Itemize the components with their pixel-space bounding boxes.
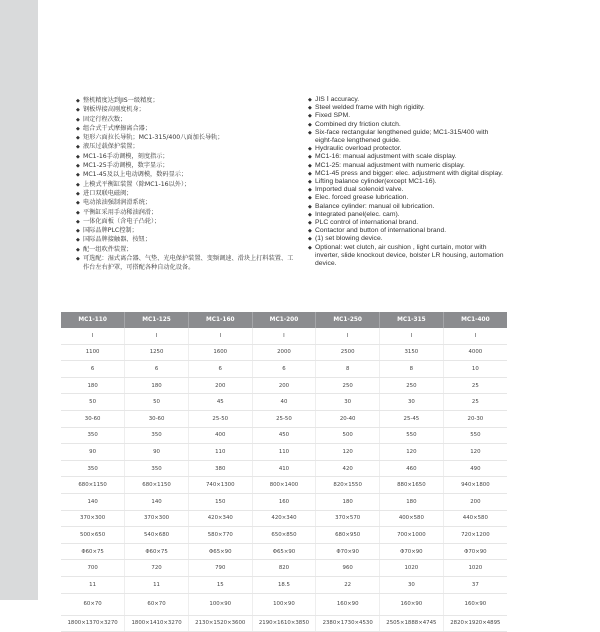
diamond-bullet-icon: ◆	[76, 218, 80, 225]
table-cell: 30-60	[61, 410, 125, 427]
table-cell: 30	[380, 394, 444, 411]
table-cell: 740×1300	[188, 477, 252, 494]
feature-item	[76, 226, 298, 235]
table-cell: Φ70×90	[443, 543, 507, 560]
diamond-bullet-icon: ◆	[308, 228, 312, 235]
model-column-header: MC1-160	[188, 312, 252, 328]
table-cell: 25	[443, 394, 507, 411]
feature-text: Optional: wet clutch, air cushion , light curtain, motor with inverter, slide knockout device, bolster LR housing, automation device.	[315, 243, 504, 268]
table-cell: 30	[316, 394, 380, 411]
table-cell: 2380×1730×4530	[316, 615, 380, 632]
table-cell: 700×1000	[380, 527, 444, 544]
table-cell: 25-50	[252, 410, 316, 427]
table-cell: 160	[252, 493, 316, 510]
table-cell: Φ65×90	[252, 543, 316, 560]
feature-item	[308, 170, 504, 178]
table-cell: 11	[61, 576, 125, 593]
table-cell: 250	[380, 377, 444, 394]
table-row	[61, 543, 507, 560]
table-cell: 1800×1370×3270	[61, 615, 125, 632]
table-cell: 60×70	[125, 593, 189, 615]
table-cell: 180	[380, 493, 444, 510]
table-row	[61, 410, 507, 427]
table-cell: 45	[188, 394, 252, 411]
table-cell: 37	[443, 576, 507, 593]
table-cell: Φ60×75	[125, 543, 189, 560]
table-cell: 10	[443, 361, 507, 378]
table-cell: Ⅰ	[125, 328, 189, 344]
diamond-bullet-icon: ◆	[76, 246, 80, 253]
table-cell: 2190×1610×3850	[252, 615, 316, 632]
table-cell: 550	[380, 427, 444, 444]
feature-text: 整机精度达到JIS一级精度；	[83, 97, 159, 104]
feature-text: (1) set blowing device.	[315, 235, 383, 243]
table-cell: 440×580	[443, 510, 507, 527]
diamond-bullet-icon: ◆	[308, 105, 312, 112]
diamond-bullet-icon: ◆	[76, 237, 80, 244]
table-cell: 50	[61, 394, 125, 411]
specification-table	[61, 312, 507, 632]
table-row	[61, 576, 507, 593]
table-cell: 60×70	[61, 593, 125, 615]
feature-text: PLC control of international brand.	[315, 219, 419, 227]
feature-text: 上模式平衡缸装置（除MC1-16以外）；	[83, 180, 191, 188]
feature-item	[76, 245, 298, 254]
table-cell: 820×1550	[316, 477, 380, 494]
table-cell: 50	[125, 394, 189, 411]
table-cell: 30	[380, 576, 444, 593]
feature-item	[76, 189, 298, 198]
diamond-bullet-icon: ◆	[308, 113, 312, 120]
diamond-bullet-icon: ◆	[308, 162, 312, 169]
table-cell: 25-45	[380, 410, 444, 427]
table-cell: Φ60×75	[61, 543, 125, 560]
diamond-bullet-icon: ◆	[76, 181, 80, 188]
table-cell: 6	[188, 361, 252, 378]
table-cell: 22	[316, 576, 380, 593]
diamond-bullet-icon: ◆	[308, 236, 312, 243]
table-cell: 880×1650	[380, 477, 444, 494]
table-cell: 180	[125, 377, 189, 394]
diamond-bullet-icon: ◆	[76, 98, 80, 104]
feature-text: 国际品牌PLC控制；	[83, 227, 138, 235]
feature-item	[308, 162, 504, 170]
table-row	[61, 477, 507, 494]
table-cell: 720	[125, 560, 189, 577]
feature-text: 配一组吹件装置；	[83, 245, 133, 253]
table-cell: 250	[316, 377, 380, 394]
table-cell: 2000	[252, 344, 316, 361]
feature-text: Contactor and button of international brand.	[315, 227, 447, 235]
table-row	[61, 615, 507, 632]
diamond-bullet-icon: ◆	[76, 256, 80, 263]
feature-item	[76, 124, 298, 133]
feature-item	[308, 104, 504, 112]
table-cell: 140	[125, 493, 189, 510]
diamond-bullet-icon: ◆	[308, 203, 312, 210]
table-cell: Ⅰ	[316, 328, 380, 344]
model-column-header: MC1-315	[380, 312, 444, 328]
table-cell: 800×1400	[252, 477, 316, 494]
feature-text: 组合式干式摩擦离合器；	[83, 124, 152, 132]
table-cell: Ⅰ	[61, 328, 125, 344]
table-row	[61, 460, 507, 477]
table-cell: 2130×1520×3600	[188, 615, 252, 632]
table-cell: 6	[125, 361, 189, 378]
feature-text: MC1-25手动调模，数字显示；	[83, 162, 169, 170]
table-cell: 20-30	[443, 410, 507, 427]
table-cell: 1250	[125, 344, 189, 361]
feature-text: Integrated panel(elec. cam).	[315, 210, 400, 218]
feature-text: MC1-25: manual adjustment with numeric display.	[315, 161, 465, 169]
diamond-bullet-icon: ◆	[76, 153, 80, 160]
feature-text: MC1-16手动调模，刻度指示；	[83, 152, 169, 160]
feature-item	[76, 217, 298, 226]
feature-item	[308, 219, 504, 227]
feature-item	[76, 170, 298, 179]
feature-item	[308, 96, 504, 104]
feature-item	[76, 235, 298, 244]
table-row	[61, 444, 507, 461]
diamond-bullet-icon: ◆	[76, 144, 80, 151]
table-cell: 550	[443, 427, 507, 444]
table-cell: 940×1800	[443, 477, 507, 494]
table-cell: Ⅰ	[252, 328, 316, 344]
feature-text: Fixed SPM.	[315, 112, 351, 120]
table-cell: Ⅰ	[380, 328, 444, 344]
table-cell: 100×90	[188, 593, 252, 615]
table-cell: 180	[316, 493, 380, 510]
diamond-bullet-icon: ◆	[308, 97, 312, 103]
table-cell: 150	[188, 493, 252, 510]
feature-text: Imported dual solenoid valve.	[315, 186, 404, 194]
diamond-bullet-icon: ◆	[76, 200, 80, 207]
diamond-bullet-icon: ◆	[308, 146, 312, 153]
model-column-header: MC1-125	[125, 312, 189, 328]
table-cell: 100×90	[252, 593, 316, 615]
table-cell: 200	[252, 377, 316, 394]
table-cell: 420	[316, 460, 380, 477]
diamond-bullet-icon: ◆	[76, 190, 80, 197]
model-column-header: MC1-200	[252, 312, 316, 328]
table-row	[61, 427, 507, 444]
table-cell: 200	[443, 493, 507, 510]
feature-text: 矩形六面拉长导轨；MC1-315/400八面加长导轨；	[83, 134, 224, 142]
diamond-bullet-icon: ◆	[308, 220, 312, 227]
table-cell: 90	[61, 444, 125, 461]
feature-item	[308, 211, 504, 219]
feature-text: 固定行程次数；	[83, 115, 127, 123]
feature-item	[308, 194, 504, 202]
table-cell: 450	[252, 427, 316, 444]
table-cell: 11	[125, 576, 189, 593]
table-cell: 650×850	[252, 527, 316, 544]
table-cell: 540×680	[125, 527, 189, 544]
table-cell: Φ70×90	[316, 543, 380, 560]
table-cell: 500×650	[61, 527, 125, 544]
diamond-bullet-icon: ◆	[76, 172, 80, 179]
table-cell: 90	[125, 444, 189, 461]
table-cell: 8	[380, 361, 444, 378]
diamond-bullet-icon: ◆	[76, 228, 80, 235]
table-cell: Ⅰ	[188, 328, 252, 344]
table-cell: 410	[252, 460, 316, 477]
features-section	[76, 96, 570, 273]
diamond-bullet-icon: ◆	[308, 244, 312, 251]
feature-text: Balance cylinder: manual oil lubrication.	[315, 202, 435, 210]
table-cell: 160×90	[380, 593, 444, 615]
feature-text: Elec. forced grease lubrication.	[315, 194, 409, 202]
table-cell: 350	[61, 427, 125, 444]
feature-item	[308, 121, 504, 129]
feature-item	[76, 152, 298, 161]
table-cell: 370×300	[61, 510, 125, 527]
table-cell: 720×1200	[443, 527, 507, 544]
feature-text: 平衡缸采用手动稀油润滑；	[83, 208, 158, 216]
table-cell: 820	[252, 560, 316, 577]
diamond-bullet-icon: ◆	[308, 179, 312, 186]
table-cell: Φ65×90	[188, 543, 252, 560]
table-cell: 4000	[443, 344, 507, 361]
table-cell: 25-50	[188, 410, 252, 427]
table-cell: 160×90	[443, 593, 507, 615]
diamond-bullet-icon: ◆	[76, 125, 80, 132]
diamond-bullet-icon: ◆	[308, 121, 312, 128]
diamond-bullet-icon: ◆	[76, 107, 80, 114]
feature-item	[308, 129, 504, 145]
table-cell: 30-60	[125, 410, 189, 427]
table-cell: 200	[188, 377, 252, 394]
features-list-english	[308, 96, 504, 273]
table-cell: 790	[188, 560, 252, 577]
table-row	[61, 394, 507, 411]
table-cell: 6	[252, 361, 316, 378]
feature-text: Hydraulic overload protector.	[315, 145, 402, 153]
table-cell: Φ70×90	[380, 543, 444, 560]
table-cell: 580×770	[188, 527, 252, 544]
feature-text: MC1-45 press and bigger: elec. adjustment with digital display.	[315, 169, 504, 177]
table-cell: 2505×1888×4745	[380, 615, 444, 632]
feature-item	[308, 153, 504, 161]
table-cell: 1600	[188, 344, 252, 361]
feature-item	[76, 142, 298, 151]
feature-item	[308, 112, 504, 120]
feature-text: Steel welded frame with high rigidity.	[315, 104, 425, 112]
table-cell: 350	[125, 427, 189, 444]
diamond-bullet-icon: ◆	[308, 170, 312, 177]
features-list-chinese	[76, 96, 298, 273]
feature-item	[76, 96, 298, 105]
feature-item	[308, 203, 504, 211]
feature-text: 一体化面板（含电子凸轮）；	[83, 217, 161, 225]
diamond-bullet-icon: ◆	[76, 163, 80, 170]
feature-text: MC1-45及以上电动调模，数码显示；	[83, 171, 188, 179]
table-cell: 2500	[316, 344, 380, 361]
table-cell: 460	[380, 460, 444, 477]
table-cell: 1800×1410×3270	[125, 615, 189, 632]
model-column-header: MC1-110	[61, 312, 125, 328]
feature-text: 国际品牌接触器、按钮；	[83, 236, 152, 244]
table-row	[61, 361, 507, 378]
feature-text: 电动浓油强制润滑系统；	[83, 199, 152, 207]
diamond-bullet-icon: ◆	[76, 135, 80, 142]
table-row	[61, 377, 507, 394]
table-cell: 120	[380, 444, 444, 461]
table-cell: 1100	[61, 344, 125, 361]
table-cell: 18.5	[252, 576, 316, 593]
table-cell: 2820×1920×4895	[443, 615, 507, 632]
table-row	[61, 344, 507, 361]
table-cell: 350	[125, 460, 189, 477]
feature-text: 钢板焊接高刚度机身；	[83, 106, 145, 114]
table-cell: 960	[316, 560, 380, 577]
feature-item	[308, 178, 504, 186]
diamond-bullet-icon: ◆	[308, 211, 312, 218]
table-cell: 680×1150	[125, 477, 189, 494]
table-row	[61, 328, 507, 344]
diamond-bullet-icon: ◆	[308, 187, 312, 194]
diamond-bullet-icon: ◆	[76, 116, 80, 123]
feature-item	[76, 115, 298, 124]
feature-text: MC1-16: manual adjustment with scale display.	[315, 153, 457, 161]
feature-item	[308, 145, 504, 153]
table-cell: 160×90	[316, 593, 380, 615]
diamond-bullet-icon: ◆	[76, 209, 80, 216]
table-cell: 110	[188, 444, 252, 461]
feature-item	[308, 227, 504, 235]
table-cell: 370×300	[125, 510, 189, 527]
table-cell: 680×950	[316, 527, 380, 544]
feature-item	[76, 180, 298, 189]
feature-item	[308, 235, 504, 243]
feature-text: 进口双联电磁阀；	[83, 189, 133, 197]
diamond-bullet-icon: ◆	[308, 154, 312, 161]
table-cell: 680×1150	[61, 477, 125, 494]
table-cell: 15	[188, 576, 252, 593]
table-cell: 8	[316, 361, 380, 378]
table-cell: 20-40	[316, 410, 380, 427]
table-cell: 370×570	[316, 510, 380, 527]
table-cell: 420×340	[252, 510, 316, 527]
table-row	[61, 527, 507, 544]
model-column-header: MC1-400	[443, 312, 507, 328]
left-gray-band	[0, 0, 38, 600]
table-cell: 700	[61, 560, 125, 577]
table-row	[61, 593, 507, 615]
table-row	[61, 560, 507, 577]
table-cell: 120	[443, 444, 507, 461]
table-cell: 40	[252, 394, 316, 411]
table-row	[61, 493, 507, 510]
table-cell: 25	[443, 377, 507, 394]
table-cell: 1020	[380, 560, 444, 577]
feature-item	[76, 208, 298, 217]
table-cell: 400×580	[380, 510, 444, 527]
table-cell: 120	[316, 444, 380, 461]
table-cell: 490	[443, 460, 507, 477]
feature-item	[76, 105, 298, 114]
table-cell: 140	[61, 493, 125, 510]
model-column-header: MC1-250	[316, 312, 380, 328]
feature-text: JIS Ⅰ accuracy.	[315, 96, 360, 103]
table-cell: 500	[316, 427, 380, 444]
feature-item	[76, 133, 298, 142]
feature-item	[308, 186, 504, 194]
table-cell: 3150	[380, 344, 444, 361]
feature-text: Lifting balance cylinder(except MC1-16).	[315, 178, 437, 186]
feature-item	[76, 254, 298, 273]
table-cell: 6	[61, 361, 125, 378]
table-cell: Ⅰ	[443, 328, 507, 344]
diamond-bullet-icon: ◆	[308, 129, 312, 136]
table-cell: 110	[252, 444, 316, 461]
diamond-bullet-icon: ◆	[308, 195, 312, 202]
feature-text: 可选配：湿式离合器、气垫、光电保护装置、变频调速、滑块上打料装置、工作台左右护罩，可搭配各种自动化设备。	[83, 255, 294, 272]
feature-item	[308, 244, 504, 269]
feature-item	[76, 161, 298, 170]
table-cell: 350	[61, 460, 125, 477]
table-header-row	[61, 312, 507, 328]
table-cell: 180	[61, 377, 125, 394]
feature-text: Combined dry friction clutch.	[315, 120, 401, 128]
feature-text: 液压过载保护装置；	[83, 143, 139, 151]
table-cell: 400	[188, 427, 252, 444]
feature-item	[76, 198, 298, 207]
table-body	[61, 328, 507, 632]
feature-text: Six-face rectangular lengthened guide; MC1-315/400 with eight-face lengthened guide.	[315, 128, 489, 145]
table-cell: 420×340	[188, 510, 252, 527]
table-cell: 1020	[443, 560, 507, 577]
table-cell: 380	[188, 460, 252, 477]
table-row	[61, 510, 507, 527]
